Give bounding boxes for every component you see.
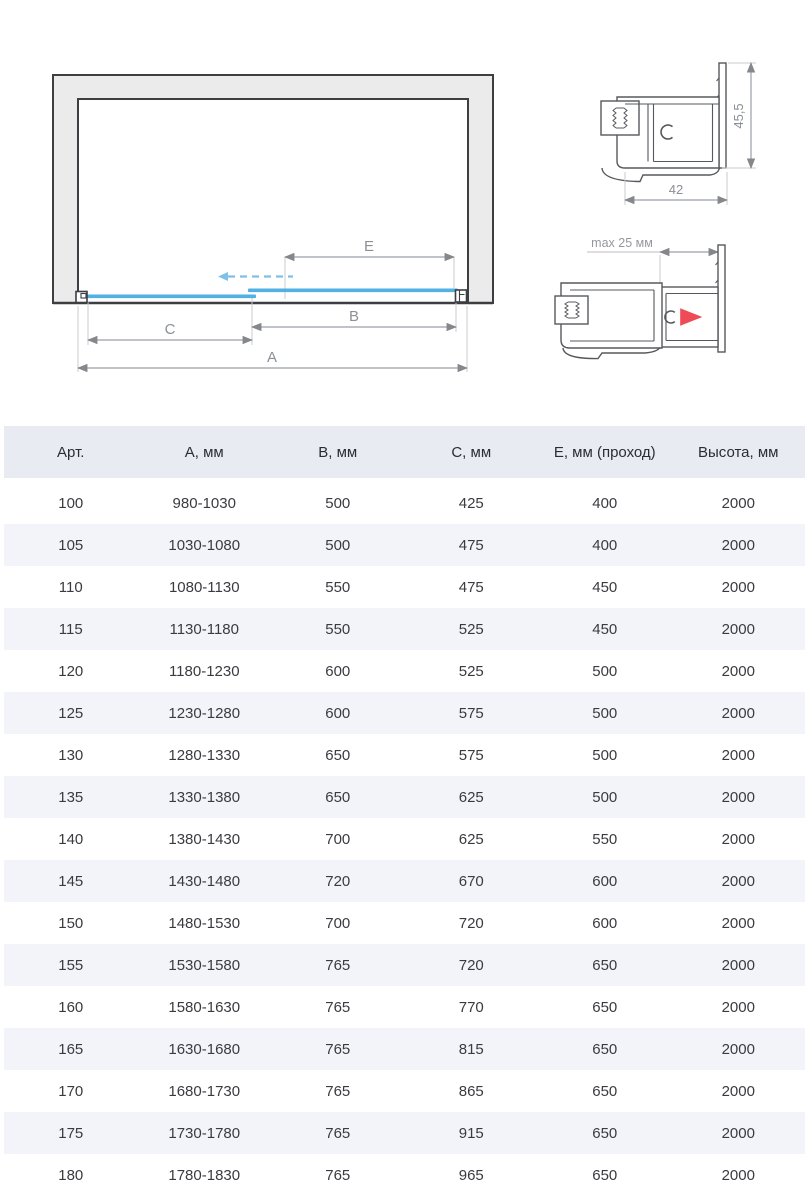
spec-table: [4, 426, 805, 1196]
table-cell: 650: [592, 998, 618, 1016]
table-cell: 500: [325, 494, 351, 512]
table-cell: 2000: [721, 956, 755, 974]
table-row: [4, 608, 805, 650]
left-bracket: [76, 292, 87, 303]
table-row: [4, 692, 805, 734]
table-cell: 1530-1580: [168, 956, 241, 974]
adjustment-profile-diagram: [555, 236, 725, 359]
column-header: В, мм: [271, 426, 405, 480]
table-cell: 2000: [721, 1040, 755, 1058]
table-cell: 2000: [721, 746, 755, 764]
profile-screw-channel: [601, 101, 639, 135]
table-cell: 1430-1480: [168, 872, 241, 890]
spec-table-body: [4, 480, 805, 1196]
table-cell: 1380-1430: [168, 830, 241, 848]
dim-label-a: A: [266, 349, 278, 366]
table-cell: 1080-1130: [168, 578, 240, 596]
table-cell: 140: [58, 830, 84, 848]
table-cell: 765: [325, 998, 351, 1016]
table-cell: 1480-1530: [168, 914, 241, 932]
dim-label-height: 45,5: [731, 103, 746, 129]
table-row: [4, 1154, 805, 1196]
table-cell: 1630-1680: [168, 1040, 241, 1058]
table-cell: 650: [592, 1082, 618, 1100]
table-cell: 135: [58, 788, 84, 806]
column-header: Арт.: [4, 426, 138, 480]
table-cell: 1030-1080: [168, 536, 241, 554]
table-cell: 120: [58, 662, 84, 680]
table-cell: 980-1030: [172, 494, 236, 512]
table-cell: 770: [458, 998, 484, 1016]
table-cell: 125: [58, 704, 84, 722]
table-cell: 600: [325, 662, 351, 680]
column-header: С, мм: [405, 426, 539, 480]
table-row: [4, 986, 805, 1028]
spec-table-header-row: [4, 426, 805, 480]
table-cell: 1330-1380: [168, 788, 241, 806]
dim-label-c: C: [164, 321, 176, 338]
dim-label-b: B: [348, 308, 360, 325]
table-cell: 765: [325, 1124, 351, 1142]
table-cell: 2000: [721, 872, 755, 890]
table-cell: 865: [458, 1082, 484, 1100]
table-row: [4, 818, 805, 860]
table-cell: 765: [325, 956, 351, 974]
table-row: [4, 902, 805, 944]
table-cell: 400: [592, 536, 618, 554]
table-row: [4, 734, 805, 776]
table-cell: 815: [458, 1040, 484, 1058]
column-header: Высота, мм: [672, 426, 806, 480]
table-cell: 2000: [721, 620, 755, 638]
table-cell: 115: [58, 620, 83, 638]
table-cell: 170: [58, 1082, 84, 1100]
table-cell: 720: [458, 956, 484, 974]
dim-label-e: E: [363, 238, 375, 255]
niche-opening: [78, 99, 468, 303]
spec-table-section: [0, 426, 809, 1196]
table-cell: 425: [458, 494, 484, 512]
table-cell: 1580-1630: [168, 998, 241, 1016]
table-cell: 700: [325, 830, 351, 848]
table-cell: 145: [58, 872, 84, 890]
table-row: [4, 776, 805, 818]
table-cell: 400: [592, 494, 618, 512]
table-cell: 500: [592, 788, 618, 806]
max-extension-label: max 25 мм: [591, 236, 653, 250]
table-cell: 500: [592, 662, 618, 680]
table-cell: 2000: [721, 1166, 755, 1184]
table-cell: 2000: [721, 494, 755, 512]
profile-fin: [718, 245, 725, 352]
table-cell: 525: [458, 620, 484, 638]
table-cell: 450: [592, 578, 618, 596]
wall-profile-section-diagram: [601, 63, 756, 205]
table-cell: 2000: [721, 578, 755, 596]
table-cell: 110: [58, 578, 83, 596]
column-header: Е, мм (проход): [538, 426, 672, 480]
table-cell: 650: [592, 956, 618, 974]
table-row: [4, 944, 805, 986]
table-cell: 1180-1230: [168, 662, 240, 680]
table-row: [4, 1070, 805, 1112]
table-row: [4, 860, 805, 902]
table-cell: 1130-1180: [169, 620, 239, 638]
table-cell: 160: [58, 998, 84, 1016]
table-row: [4, 650, 805, 692]
dim-label-width: 42: [668, 182, 684, 197]
table-cell: 475: [458, 536, 484, 554]
table-cell: 500: [592, 746, 618, 764]
technical-drawings: [0, 0, 809, 426]
table-cell: 500: [592, 704, 618, 722]
table-cell: 105: [58, 536, 84, 554]
table-cell: 600: [325, 704, 351, 722]
profile-screw-channel: [555, 296, 588, 324]
table-cell: 155: [58, 956, 84, 974]
table-cell: 1230-1280: [168, 704, 241, 722]
table-cell: 2000: [721, 914, 755, 932]
column-header: А, мм: [138, 426, 272, 480]
table-cell: 765: [325, 1166, 351, 1184]
table-cell: 1730-1780: [168, 1124, 241, 1142]
right-bracket: [456, 290, 467, 302]
table-row: [4, 480, 805, 524]
table-row: [4, 1028, 805, 1070]
table-cell: 150: [58, 914, 84, 932]
table-row: [4, 524, 805, 566]
table-cell: 1680-1730: [168, 1082, 241, 1100]
table-cell: 550: [325, 620, 351, 638]
table-cell: 165: [58, 1040, 84, 1058]
table-cell: 650: [592, 1124, 618, 1142]
table-cell: 575: [458, 704, 484, 722]
bottom-skirt: [602, 168, 720, 182]
bottom-skirt: [563, 348, 660, 359]
table-cell: 670: [458, 872, 484, 890]
table-cell: 700: [325, 914, 351, 932]
table-cell: 2000: [721, 704, 755, 722]
table-cell: 2000: [721, 998, 755, 1016]
table-cell: 450: [592, 620, 618, 638]
table-cell: 2000: [721, 830, 755, 848]
table-cell: 625: [458, 830, 484, 848]
table-row: [4, 1112, 805, 1154]
profile-fin: [719, 63, 726, 168]
table-cell: 915: [458, 1124, 484, 1142]
table-row: [4, 566, 805, 608]
table-cell: 965: [458, 1166, 484, 1184]
table-cell: 550: [325, 578, 351, 596]
table-cell: 720: [458, 914, 484, 932]
table-cell: 650: [592, 1166, 618, 1184]
table-cell: 2000: [721, 788, 755, 806]
table-cell: 765: [325, 1082, 351, 1100]
table-cell: 650: [325, 746, 351, 764]
table-cell: 2000: [721, 662, 755, 680]
table-cell: 180: [58, 1166, 84, 1184]
table-cell: 600: [592, 872, 618, 890]
table-cell: 650: [325, 788, 351, 806]
table-cell: 550: [592, 830, 618, 848]
sliding-glass-panel: [248, 289, 458, 293]
table-cell: 130: [58, 746, 84, 764]
table-cell: 1780-1830: [168, 1166, 241, 1184]
table-cell: 525: [458, 662, 484, 680]
table-cell: 625: [458, 788, 484, 806]
table-cell: 1280-1330: [168, 746, 241, 764]
table-cell: 575: [458, 746, 484, 764]
table-cell: 765: [325, 1040, 351, 1058]
table-cell: 720: [325, 872, 351, 890]
table-cell: 2000: [721, 536, 755, 554]
table-cell: 500: [325, 536, 351, 554]
table-cell: 475: [458, 578, 484, 596]
fixed-glass-panel: [85, 295, 256, 299]
table-cell: 2000: [721, 1124, 755, 1142]
table-cell: 175: [58, 1124, 84, 1142]
table-cell: 2000: [721, 1082, 755, 1100]
table-cell: 600: [592, 914, 618, 932]
table-cell: 650: [592, 1040, 618, 1058]
front-view-diagram: [53, 75, 493, 372]
table-cell: 100: [58, 494, 84, 512]
